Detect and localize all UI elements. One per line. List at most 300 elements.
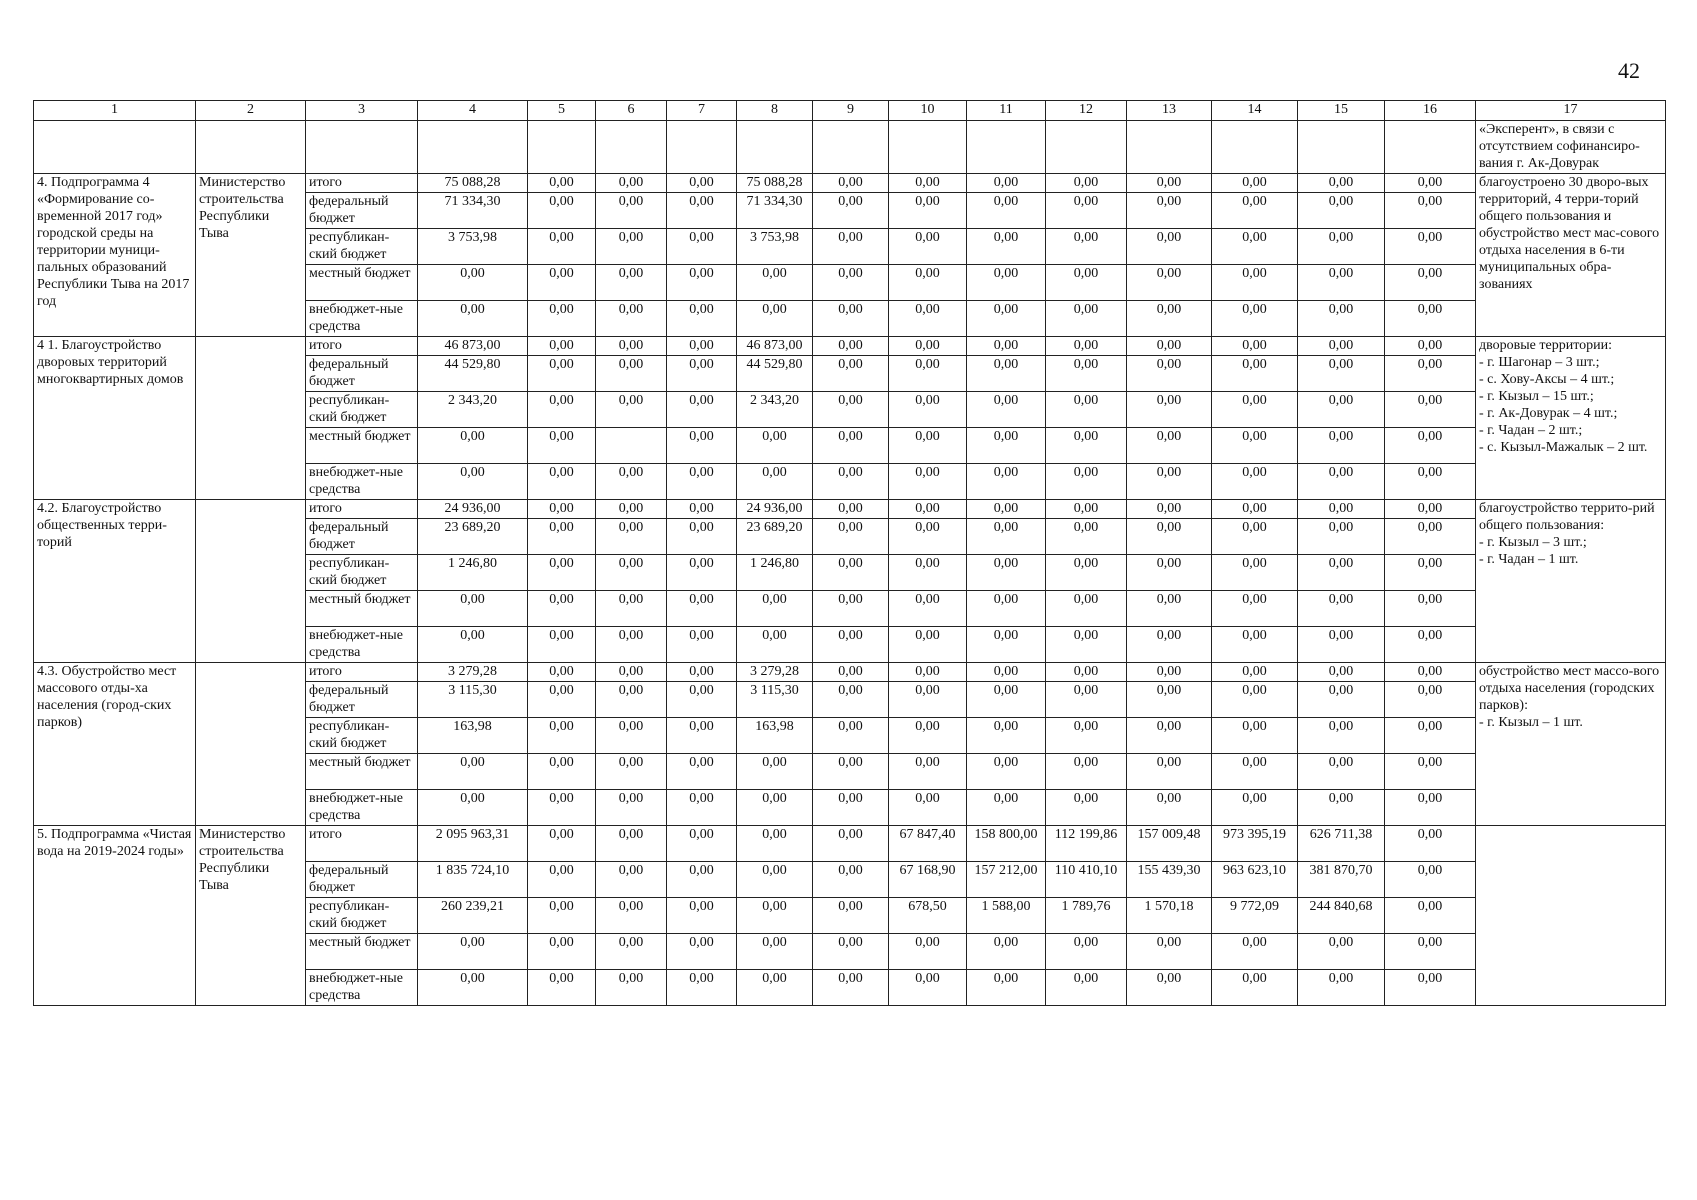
value-cell: 0,00	[528, 519, 596, 555]
value-cell: 0,00	[1212, 627, 1298, 663]
funding-source-label: итого	[306, 337, 418, 356]
value-cell: 0,00	[737, 464, 813, 500]
value-cell: 0,00	[1127, 337, 1212, 356]
value-cell: 0,00	[528, 193, 596, 229]
empty-cell	[34, 121, 196, 174]
value-cell: 0,00	[528, 718, 596, 754]
value-cell	[596, 428, 667, 464]
value-cell: 0,00	[813, 826, 889, 862]
funding-source-label: республикан-ский бюджет	[306, 555, 418, 591]
value-cell: 0,00	[1046, 718, 1127, 754]
value-cell: 0,00	[667, 718, 737, 754]
section-note: обустройство мест массо-вого отдыха населения (городских парков): - г. Кызыл – 1 шт.	[1476, 663, 1666, 826]
section-note: благоустроено 30 дворо-вых территорий, 4 терри-торий общего пользования и обустройство мест мас-сового отдыха населения в 6-ти муниципальных обра-зованиях	[1476, 174, 1666, 337]
value-cell: 0,00	[1212, 337, 1298, 356]
value-cell: 0,00	[737, 898, 813, 934]
value-cell: 381 870,70	[1298, 862, 1385, 898]
value-cell: 0,00	[528, 682, 596, 718]
value-cell: 0,00	[1212, 229, 1298, 265]
value-cell: 0,00	[418, 265, 528, 301]
value-cell: 0,00	[967, 301, 1046, 337]
funding-source-label: внебюджет-ные средства	[306, 301, 418, 337]
empty-cell	[889, 121, 967, 174]
value-cell: 0,00	[813, 862, 889, 898]
value-cell: 0,00	[1298, 500, 1385, 519]
value-cell: 0,00	[889, 193, 967, 229]
funding-source-label: федеральный бюджет	[306, 862, 418, 898]
value-cell: 0,00	[1385, 193, 1476, 229]
value-cell: 0,00	[889, 301, 967, 337]
value-cell: 0,00	[813, 265, 889, 301]
column-header: 6	[596, 101, 667, 121]
value-cell: 163,98	[418, 718, 528, 754]
value-cell: 0,00	[596, 500, 667, 519]
value-cell: 2 343,20	[418, 392, 528, 428]
value-cell: 0,00	[1212, 663, 1298, 682]
value-cell: 0,00	[1385, 174, 1476, 193]
value-cell: 0,00	[1127, 193, 1212, 229]
value-cell: 0,00	[967, 555, 1046, 591]
value-cell: 0,00	[737, 428, 813, 464]
value-cell: 0,00	[889, 718, 967, 754]
value-cell: 0,00	[1046, 627, 1127, 663]
value-cell: 0,00	[1385, 663, 1476, 682]
value-cell: 0,00	[528, 898, 596, 934]
value-cell: 1 789,76	[1046, 898, 1127, 934]
value-cell: 1 588,00	[967, 898, 1046, 934]
value-cell: 0,00	[1385, 392, 1476, 428]
value-cell: 0,00	[889, 392, 967, 428]
value-cell: 67 847,40	[889, 826, 967, 862]
column-header: 13	[1127, 101, 1212, 121]
value-cell: 0,00	[1385, 970, 1476, 1006]
section-note: благоустройство террито-рий общего пользования: - г. Кызыл – 3 шт.; - г. Чадан – 1 шт.	[1476, 500, 1666, 663]
funding-source-label: итого	[306, 826, 418, 862]
value-cell: 0,00	[1212, 790, 1298, 826]
value-cell: 0,00	[967, 229, 1046, 265]
value-cell: 0,00	[418, 754, 528, 790]
value-cell: 0,00	[889, 682, 967, 718]
funding-source-label: местный бюджет	[306, 934, 418, 970]
value-cell: 0,00	[1298, 663, 1385, 682]
empty-cell	[528, 121, 596, 174]
value-cell: 0,00	[528, 663, 596, 682]
table-row	[34, 826, 1666, 862]
value-cell: 71 334,30	[418, 193, 528, 229]
value-cell: 0,00	[1298, 392, 1385, 428]
value-cell: 0,00	[596, 301, 667, 337]
value-cell: 0,00	[1212, 193, 1298, 229]
value-cell: 0,00	[1298, 555, 1385, 591]
value-cell: 0,00	[1298, 428, 1385, 464]
value-cell: 0,00	[967, 193, 1046, 229]
value-cell: 0,00	[667, 591, 737, 627]
value-cell: 0,00	[1127, 591, 1212, 627]
value-cell: 0,00	[737, 826, 813, 862]
section-executor: Министерство строительства Республики Тыва	[196, 174, 306, 337]
value-cell: 0,00	[528, 229, 596, 265]
value-cell: 3 115,30	[737, 682, 813, 718]
column-header: 7	[667, 101, 737, 121]
value-cell: 0,00	[596, 970, 667, 1006]
value-cell: 0,00	[596, 790, 667, 826]
value-cell: 626 711,38	[1298, 826, 1385, 862]
value-cell: 0,00	[1212, 519, 1298, 555]
value-cell: 0,00	[667, 682, 737, 718]
funding-source-label: местный бюджет	[306, 754, 418, 790]
table-row	[34, 663, 1666, 682]
value-cell: 0,00	[528, 428, 596, 464]
value-cell: 155 439,30	[1127, 862, 1212, 898]
section-executor	[196, 337, 306, 500]
value-cell: 0,00	[528, 464, 596, 500]
column-header: 16	[1385, 101, 1476, 121]
value-cell: 0,00	[667, 265, 737, 301]
value-cell: 44 529,80	[737, 356, 813, 392]
value-cell: 0,00	[813, 519, 889, 555]
value-cell: 0,00	[1385, 301, 1476, 337]
value-cell: 0,00	[528, 301, 596, 337]
value-cell: 0,00	[1385, 826, 1476, 862]
column-header: 14	[1212, 101, 1298, 121]
value-cell: 0,00	[967, 174, 1046, 193]
section-title: 4 1. Благоустройство дворовых территорий многоквартирных домов	[34, 337, 196, 500]
funding-source-label: внебюджет-ные средства	[306, 464, 418, 500]
value-cell: 0,00	[1046, 193, 1127, 229]
column-header: 3	[306, 101, 418, 121]
value-cell: 0,00	[667, 193, 737, 229]
funding-source-label: республикан-ский бюджет	[306, 229, 418, 265]
empty-cell	[1385, 121, 1476, 174]
value-cell: 0,00	[1385, 555, 1476, 591]
empty-cell	[1298, 121, 1385, 174]
value-cell: 0,00	[1298, 934, 1385, 970]
value-cell: 0,00	[1298, 754, 1385, 790]
value-cell: 0,00	[813, 193, 889, 229]
value-cell: 0,00	[1046, 428, 1127, 464]
value-cell: 0,00	[667, 898, 737, 934]
value-cell: 0,00	[889, 464, 967, 500]
value-cell: 0,00	[1212, 934, 1298, 970]
value-cell: 0,00	[1385, 862, 1476, 898]
value-cell: 0,00	[1127, 392, 1212, 428]
value-cell: 0,00	[813, 464, 889, 500]
value-cell: 0,00	[1127, 301, 1212, 337]
value-cell: 0,00	[667, 500, 737, 519]
value-cell: 0,00	[967, 356, 1046, 392]
value-cell: 2 095 963,31	[418, 826, 528, 862]
value-cell: 0,00	[813, 356, 889, 392]
funding-source-label: федеральный бюджет	[306, 356, 418, 392]
value-cell: 0,00	[667, 337, 737, 356]
value-cell: 0,00	[1046, 464, 1127, 500]
value-cell: 0,00	[596, 229, 667, 265]
value-cell: 0,00	[1046, 934, 1127, 970]
value-cell: 0,00	[737, 627, 813, 663]
value-cell: 0,00	[1046, 301, 1127, 337]
column-header: 4	[418, 101, 528, 121]
funding-source-label: внебюджет-ные средства	[306, 627, 418, 663]
value-cell: 0,00	[667, 663, 737, 682]
value-cell: 157 009,48	[1127, 826, 1212, 862]
value-cell: 0,00	[1046, 229, 1127, 265]
value-cell: 0,00	[528, 500, 596, 519]
value-cell: 24 936,00	[418, 500, 528, 519]
value-cell: 0,00	[667, 862, 737, 898]
value-cell: 0,00	[737, 970, 813, 1006]
value-cell: 0,00	[813, 591, 889, 627]
column-header: 8	[737, 101, 813, 121]
section-note: дворовые территории: - г. Шагонар – 3 шт.; - с. Хову-Аксы – 4 шт.; - г. Кызыл – 15 шт.; - г. Ак-Довурак – 4 шт.; - г. Чадан – 2 шт.; - с. Кызыл-Мажалык – 2 шт.	[1476, 337, 1666, 500]
value-cell: 0,00	[1046, 265, 1127, 301]
value-cell: 0,00	[889, 934, 967, 970]
section-executor: Министерство строительства Республики Тыва	[196, 826, 306, 1006]
value-cell: 0,00	[1385, 428, 1476, 464]
value-cell: 1 570,18	[1127, 898, 1212, 934]
value-cell: 0,00	[667, 934, 737, 970]
value-cell: 0,00	[967, 754, 1046, 790]
value-cell: 0,00	[967, 718, 1046, 754]
value-cell: 0,00	[596, 826, 667, 862]
value-cell: 0,00	[528, 862, 596, 898]
value-cell: 0,00	[418, 790, 528, 826]
empty-cell	[306, 121, 418, 174]
value-cell: 0,00	[1212, 500, 1298, 519]
value-cell: 0,00	[1046, 790, 1127, 826]
value-cell: 0,00	[1298, 718, 1385, 754]
value-cell: 0,00	[967, 682, 1046, 718]
value-cell: 0,00	[889, 555, 967, 591]
value-cell: 963 623,10	[1212, 862, 1298, 898]
value-cell: 0,00	[889, 500, 967, 519]
value-cell: 0,00	[813, 682, 889, 718]
value-cell: 9 772,09	[1212, 898, 1298, 934]
value-cell: 0,00	[667, 428, 737, 464]
value-cell: 0,00	[528, 826, 596, 862]
value-cell: 0,00	[596, 464, 667, 500]
value-cell: 0,00	[1385, 898, 1476, 934]
value-cell: 0,00	[667, 301, 737, 337]
column-header: 2	[196, 101, 306, 121]
value-cell: 0,00	[1385, 591, 1476, 627]
budget-table	[33, 100, 1666, 1006]
table-row	[34, 337, 1666, 356]
value-cell: 0,00	[1212, 464, 1298, 500]
value-cell: 0,00	[596, 682, 667, 718]
value-cell: 2 343,20	[737, 392, 813, 428]
value-cell: 0,00	[813, 790, 889, 826]
value-cell: 110 410,10	[1046, 862, 1127, 898]
value-cell: 0,00	[528, 356, 596, 392]
page-number: 42	[1618, 58, 1640, 83]
column-header: 17	[1476, 101, 1666, 121]
value-cell: 0,00	[1127, 555, 1212, 591]
value-cell: 0,00	[889, 627, 967, 663]
value-cell: 0,00	[889, 970, 967, 1006]
value-cell: 0,00	[889, 337, 967, 356]
value-cell: 0,00	[1212, 555, 1298, 591]
value-cell: 0,00	[596, 718, 667, 754]
value-cell: 0,00	[813, 898, 889, 934]
value-cell: 0,00	[813, 718, 889, 754]
funding-source-label: республикан-ский бюджет	[306, 392, 418, 428]
value-cell: 0,00	[1212, 174, 1298, 193]
column-header: 9	[813, 101, 889, 121]
value-cell: 0,00	[1385, 356, 1476, 392]
empty-cell	[1212, 121, 1298, 174]
value-cell: 0,00	[1298, 193, 1385, 229]
value-cell: 0,00	[1212, 265, 1298, 301]
value-cell: 0,00	[418, 627, 528, 663]
value-cell: 0,00	[1046, 519, 1127, 555]
value-cell: 1 835 724,10	[418, 862, 528, 898]
carry-over-row	[34, 121, 1666, 174]
value-cell: 0,00	[667, 627, 737, 663]
value-cell: 0,00	[528, 337, 596, 356]
value-cell: 0,00	[1127, 627, 1212, 663]
value-cell: 0,00	[813, 392, 889, 428]
value-cell: 0,00	[1127, 428, 1212, 464]
value-cell: 0,00	[596, 862, 667, 898]
carry-over-note: «Эксперент», в связи с отсутствием софинансиро-вания г. Ак-Довурак	[1476, 121, 1666, 174]
empty-cell	[967, 121, 1046, 174]
value-cell: 0,00	[1127, 265, 1212, 301]
value-cell: 0,00	[528, 934, 596, 970]
value-cell: 0,00	[1385, 500, 1476, 519]
value-cell: 0,00	[1298, 229, 1385, 265]
value-cell: 260 239,21	[418, 898, 528, 934]
value-cell: 0,00	[967, 500, 1046, 519]
value-cell: 0,00	[1385, 934, 1476, 970]
value-cell: 0,00	[667, 174, 737, 193]
empty-cell	[196, 121, 306, 174]
value-cell: 0,00	[737, 265, 813, 301]
column-number-row	[34, 101, 1666, 121]
value-cell: 3 753,98	[418, 229, 528, 265]
value-cell: 0,00	[1046, 174, 1127, 193]
value-cell: 0,00	[596, 337, 667, 356]
value-cell: 0,00	[1127, 500, 1212, 519]
empty-cell	[596, 121, 667, 174]
value-cell: 0,00	[737, 790, 813, 826]
value-cell: 0,00	[889, 591, 967, 627]
value-cell: 678,50	[889, 898, 967, 934]
empty-cell	[667, 121, 737, 174]
value-cell: 163,98	[737, 718, 813, 754]
value-cell: 0,00	[813, 663, 889, 682]
value-cell: 0,00	[1385, 265, 1476, 301]
value-cell: 1 246,80	[737, 555, 813, 591]
value-cell: 0,00	[418, 301, 528, 337]
value-cell: 0,00	[596, 591, 667, 627]
value-cell: 0,00	[967, 663, 1046, 682]
value-cell: 0,00	[596, 627, 667, 663]
value-cell: 67 168,90	[889, 862, 967, 898]
value-cell: 244 840,68	[1298, 898, 1385, 934]
value-cell: 0,00	[1046, 591, 1127, 627]
value-cell: 0,00	[1127, 754, 1212, 790]
value-cell: 0,00	[813, 934, 889, 970]
funding-source-label: республикан-ский бюджет	[306, 898, 418, 934]
value-cell: 0,00	[737, 862, 813, 898]
value-cell: 0,00	[813, 301, 889, 337]
value-cell: 0,00	[967, 428, 1046, 464]
value-cell: 0,00	[596, 265, 667, 301]
value-cell: 973 395,19	[1212, 826, 1298, 862]
value-cell: 0,00	[1212, 682, 1298, 718]
value-cell: 0,00	[967, 392, 1046, 428]
value-cell: 0,00	[1127, 229, 1212, 265]
value-cell: 3 115,30	[418, 682, 528, 718]
value-cell: 157 212,00	[967, 862, 1046, 898]
value-cell: 46 873,00	[418, 337, 528, 356]
value-cell: 0,00	[528, 627, 596, 663]
value-cell: 0,00	[1298, 464, 1385, 500]
value-cell: 0,00	[418, 591, 528, 627]
table-body	[34, 101, 1666, 1006]
value-cell: 0,00	[667, 519, 737, 555]
section-title: 4.3. Обустройство мест массового отды-ха населения (город-ских парков)	[34, 663, 196, 826]
section-executor	[196, 500, 306, 663]
value-cell: 0,00	[1298, 301, 1385, 337]
value-cell: 0,00	[1127, 934, 1212, 970]
value-cell: 0,00	[1127, 718, 1212, 754]
value-cell: 0,00	[889, 663, 967, 682]
value-cell: 0,00	[889, 519, 967, 555]
value-cell: 0,00	[737, 301, 813, 337]
value-cell: 0,00	[596, 392, 667, 428]
value-cell: 0,00	[1298, 970, 1385, 1006]
funding-source-label: местный бюджет	[306, 591, 418, 627]
value-cell: 0,00	[596, 663, 667, 682]
value-cell: 0,00	[528, 970, 596, 1006]
value-cell: 0,00	[889, 356, 967, 392]
value-cell: 0,00	[667, 970, 737, 1006]
value-cell: 24 936,00	[737, 500, 813, 519]
value-cell: 0,00	[667, 392, 737, 428]
value-cell: 0,00	[1385, 229, 1476, 265]
value-cell: 3 279,28	[737, 663, 813, 682]
column-header: 12	[1046, 101, 1127, 121]
value-cell: 0,00	[889, 229, 967, 265]
empty-cell	[1046, 121, 1127, 174]
value-cell: 0,00	[967, 591, 1046, 627]
table-row	[34, 174, 1666, 193]
value-cell: 0,00	[528, 265, 596, 301]
funding-source-label: итого	[306, 174, 418, 193]
value-cell: 44 529,80	[418, 356, 528, 392]
value-cell: 0,00	[1298, 337, 1385, 356]
value-cell: 23 689,20	[418, 519, 528, 555]
funding-source-label: федеральный бюджет	[306, 682, 418, 718]
funding-source-label: республикан-ский бюджет	[306, 718, 418, 754]
value-cell: 0,00	[1212, 428, 1298, 464]
value-cell: 3 279,28	[418, 663, 528, 682]
value-cell: 0,00	[1385, 682, 1476, 718]
column-header: 10	[889, 101, 967, 121]
table-row	[34, 500, 1666, 519]
section-executor	[196, 663, 306, 826]
value-cell: 0,00	[667, 790, 737, 826]
section-note	[1476, 826, 1666, 1006]
value-cell: 0,00	[528, 591, 596, 627]
value-cell: 0,00	[418, 428, 528, 464]
value-cell: 0,00	[418, 970, 528, 1006]
value-cell: 0,00	[1046, 970, 1127, 1006]
value-cell: 0,00	[1385, 790, 1476, 826]
empty-cell	[418, 121, 528, 174]
value-cell: 0,00	[1385, 718, 1476, 754]
